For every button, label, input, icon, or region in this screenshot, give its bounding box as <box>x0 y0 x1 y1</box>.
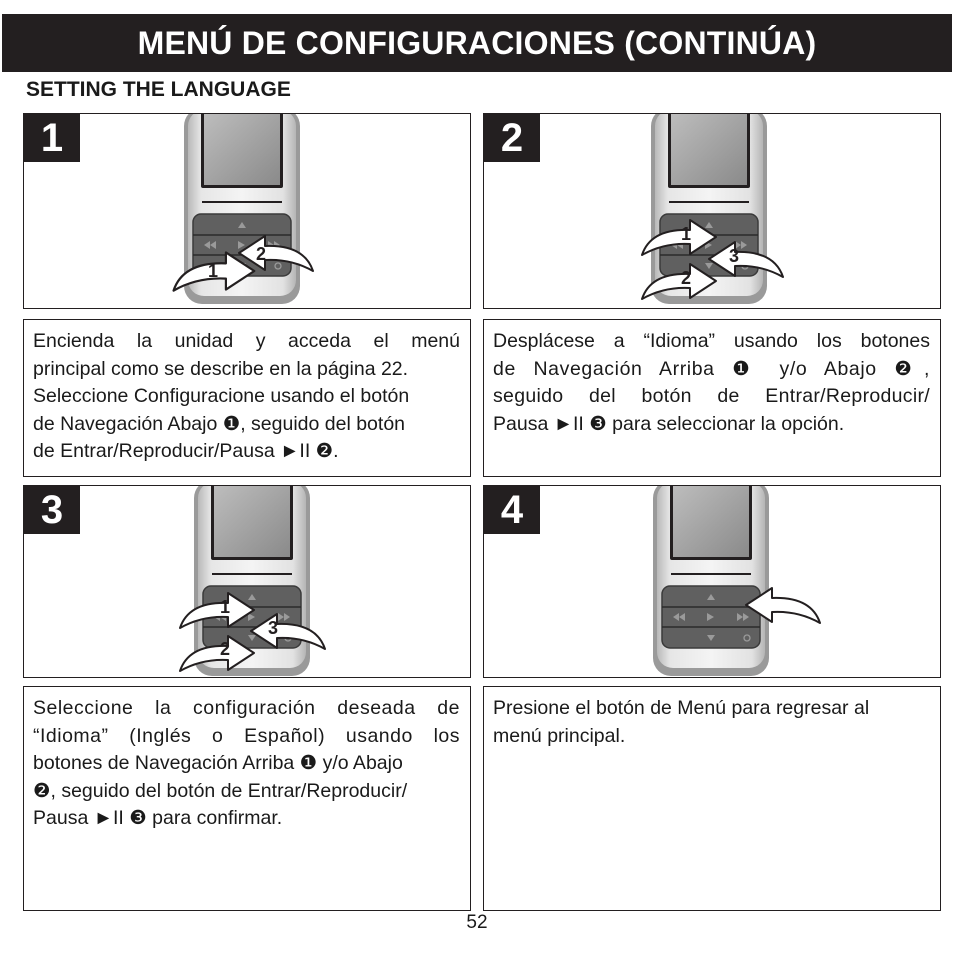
instruction-line: de Navegación Abajo ❶, seguido del botón <box>33 412 406 435</box>
instruction-line: principal como se describe en la página 22. <box>33 357 409 380</box>
instruction-line: de Navegación Arriba ❶ y/o Abajo ❷, <box>493 357 930 380</box>
step-1-callouts <box>24 114 471 309</box>
callout-label: 2 <box>681 268 692 288</box>
callout-label: 1 <box>220 597 231 617</box>
page-number: 52 <box>466 912 488 933</box>
section-title: SETTING THE LANGUAGE <box>26 78 291 101</box>
step-1-number: 1 <box>24 114 80 162</box>
step-3-number: 3 <box>24 486 80 534</box>
step-3-illustration <box>23 485 471 678</box>
step-2-callouts <box>484 114 941 309</box>
step-4-illustration <box>483 485 941 678</box>
instruction-line: Seleccione Configuracione usando el botón <box>33 385 410 407</box>
callout-label: 1 <box>208 261 219 281</box>
step-3-instructions <box>23 686 471 911</box>
page-header <box>2 14 952 72</box>
instruction-line: seguido del botón de Entrar/Reproducir/ <box>493 385 930 407</box>
page-title: MENÚ DE CONFIGURACIONES (CONTINÚA) <box>137 24 817 61</box>
instruction-line: de Entrar/Reproducir/Pausa ►II ❷. <box>33 440 339 462</box>
instruction-line: Pausa ►II ❸ para confirmar. <box>33 807 283 829</box>
instruction-line: Encienda la unidad y acceda el menú <box>33 330 460 352</box>
instruction-line: Presione el botón de Menú para regresar al <box>493 697 870 719</box>
step-1-instructions <box>23 319 471 477</box>
callout-label: 1 <box>681 224 692 244</box>
arrow-left-icon <box>742 583 822 627</box>
instruction-line: menú principal. <box>493 724 626 747</box>
mp3-player-image <box>651 485 771 678</box>
callout-label: 2 <box>256 244 267 264</box>
step-4-number: 4 <box>484 486 540 534</box>
callout-label: 2 <box>220 639 231 659</box>
callout-label: 3 <box>729 246 740 266</box>
callout-label: 3 <box>268 618 279 638</box>
instruction-line: Pausa ►II ❸ para seleccionar la opción. <box>493 412 845 435</box>
step-2-number: 2 <box>484 114 540 162</box>
step-2-instructions <box>483 319 941 477</box>
step-4-instructions <box>483 686 941 911</box>
instruction-line: ❷, seguido del botón de Entrar/Reproducir/ <box>33 779 408 802</box>
instruction-line: botones de Navegación Arriba ❶ y/o Abajo <box>33 752 403 774</box>
step-3-callouts <box>24 486 471 678</box>
instruction-line: Seleccione la configuración deseada de <box>33 697 460 719</box>
step-1-illustration <box>23 113 471 309</box>
instruction-line: “Idioma” (Inglés o Español) usando los <box>33 724 460 747</box>
instruction-line: Desplácese a “Idioma” usando los botones <box>493 330 930 352</box>
step-2-illustration <box>483 113 941 309</box>
